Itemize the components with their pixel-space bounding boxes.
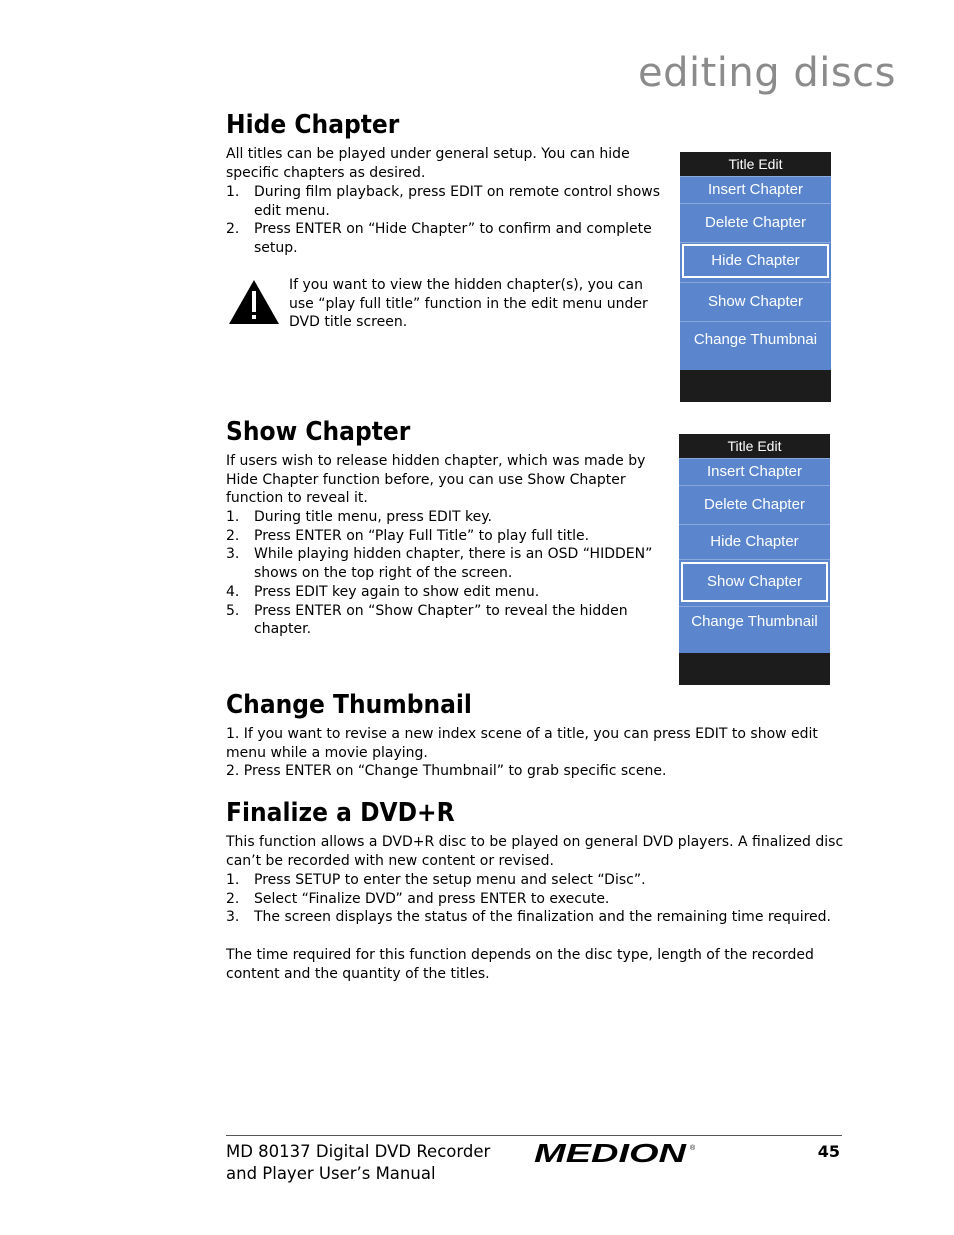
- text-line: If you want to view the hidden chapter(s), you can: [289, 277, 643, 293]
- page-number: 45: [817, 1142, 840, 1161]
- list-item: [226, 871, 831, 890]
- text-line: Press SETUP to enter the setup menu and select “Disc”.: [254, 872, 646, 888]
- menu-item-label: Show Chapter: [681, 562, 828, 602]
- step-number: 2.: [226, 890, 240, 907]
- text-line: During film playback, press EDIT on remote control shows: [254, 184, 661, 200]
- list-item: [226, 583, 652, 602]
- text-line: edit menu.: [254, 202, 330, 219]
- text-line: setup.: [254, 240, 298, 257]
- text-line: If users wish to release hidden chapter, which was made by: [226, 453, 646, 469]
- text-line: Select “Finalize DVD” and press ENTER to execute.: [254, 890, 610, 907]
- show-chapter-heading: Show Chapter: [226, 417, 411, 447]
- text-line: Press ENTER on “Hide Chapter” to confirm and complete: [254, 221, 652, 238]
- text-line: 2. Press ENTER on “Change Thumbnail” to grab specific scene.: [226, 763, 667, 780]
- menu-item-delete-chapter[interactable]: Delete Chapter: [680, 203, 831, 242]
- menu-item-hide-chapter[interactable]: [680, 242, 831, 282]
- finalize-heading: Finalize a DVD+R: [226, 798, 455, 828]
- list-item: [226, 602, 652, 639]
- text-line: The time required for this function depends on the disc type, length of the recorded: [226, 947, 814, 963]
- title-edit-menu-show: [679, 434, 830, 685]
- hide-chapter-heading: Hide Chapter: [226, 110, 400, 140]
- show-chapter-intro: [226, 452, 645, 508]
- text-line: Hide Chapter function before, you can use Show Chapter: [226, 471, 626, 488]
- menu-item-change-thumbnail[interactable]: Change Thumbnail: [679, 606, 830, 653]
- text-line: chapter.: [254, 621, 312, 638]
- list-item: [226, 527, 652, 546]
- text-line: use “play full title” function in the edit menu under: [289, 295, 648, 312]
- footer-manual-title: [226, 1141, 490, 1185]
- list-item: [226, 508, 652, 527]
- menu-title: Title Edit: [679, 434, 830, 458]
- text-line: During title menu, press EDIT key.: [254, 509, 492, 525]
- hide-chapter-intro: [226, 145, 630, 182]
- text-line: All titles can be played under general setup. You can hide: [226, 146, 630, 162]
- step-number: 5.: [226, 602, 240, 619]
- list-item: [226, 908, 831, 927]
- logo-text: MEDION: [534, 1140, 688, 1166]
- text-line: can’t be recorded with new content or revised.: [226, 852, 555, 869]
- finalize-steps: [226, 871, 831, 927]
- change-thumbnail-heading: Change Thumbnail: [226, 690, 472, 720]
- menu-item-insert-chapter[interactable]: Insert Chapter: [679, 458, 830, 485]
- page-header-title: editing discs: [637, 50, 896, 96]
- menu-item-insert-chapter[interactable]: Insert Chapter: [680, 176, 831, 203]
- text-line: shows on the top right of the screen.: [254, 565, 513, 582]
- text-line: function to reveal it.: [226, 490, 368, 507]
- step-number: 2.: [226, 527, 240, 544]
- logo-registered-mark: ®: [690, 1145, 696, 1152]
- step-number: 3.: [226, 546, 240, 563]
- menu-item-delete-chapter[interactable]: Delete Chapter: [679, 485, 830, 524]
- text-line: content and the quantity of the titles.: [226, 965, 490, 982]
- menu-footer: [680, 370, 831, 402]
- list-item: [226, 545, 652, 582]
- hide-chapter-note: [289, 276, 648, 332]
- list-item: [226, 890, 831, 909]
- menu-item-show-chapter[interactable]: Show Chapter: [680, 282, 831, 321]
- title-edit-menu-hide: [680, 152, 831, 402]
- text-line: DVD title screen.: [289, 314, 408, 331]
- menu-title: Title Edit: [680, 152, 831, 176]
- menu-item-label: Hide Chapter: [682, 244, 829, 278]
- text-line: MD 80137 Digital DVD Recorder: [226, 1142, 491, 1161]
- text-line: 1. If you want to revise a new index scene of a title, you can press EDIT to show edit: [226, 726, 818, 742]
- step-number: 4.: [226, 583, 240, 600]
- list-item: [226, 183, 660, 220]
- change-thumbnail-text: [226, 725, 818, 781]
- text-line: Press EDIT key again to show edit menu.: [254, 583, 540, 600]
- text-line: specific chapters as desired.: [226, 164, 426, 181]
- warning-icon: [228, 279, 280, 325]
- finalize-intro: [226, 833, 843, 870]
- step-number: 3.: [226, 909, 240, 926]
- menu-item-change-thumbnail[interactable]: Change Thumbnai: [680, 321, 831, 370]
- text-line: Press ENTER on “Show Chapter” to reveal the hidden: [254, 602, 628, 619]
- list-item: [226, 220, 660, 257]
- menu-footer: [679, 653, 830, 685]
- step-number: 2.: [226, 221, 240, 238]
- show-chapter-steps: [226, 508, 652, 639]
- footer-divider: [226, 1135, 842, 1136]
- text-line: The screen displays the status of the finalization and the remaining time required.: [254, 909, 831, 926]
- menu-item-hide-chapter[interactable]: Hide Chapter: [679, 524, 830, 559]
- hide-chapter-steps: [226, 183, 660, 258]
- step-number: 1.: [226, 184, 240, 200]
- menu-item-show-chapter[interactable]: [679, 559, 830, 606]
- step-number: 1.: [226, 872, 240, 888]
- text-line: This function allows a DVD+R disc to be played on general DVD players. A finalized disc: [226, 834, 844, 850]
- medion-logo: [534, 1140, 699, 1166]
- text-line: While playing hidden chapter, there is an OSD “HIDDEN”: [254, 546, 653, 563]
- finalize-outro: [226, 946, 814, 983]
- text-line: Press ENTER on “Play Full Title” to play full title.: [254, 527, 590, 544]
- text-line: menu while a movie playing.: [226, 744, 428, 761]
- text-line: and Player User’s Manual: [226, 1164, 436, 1183]
- step-number: 1.: [226, 509, 240, 525]
